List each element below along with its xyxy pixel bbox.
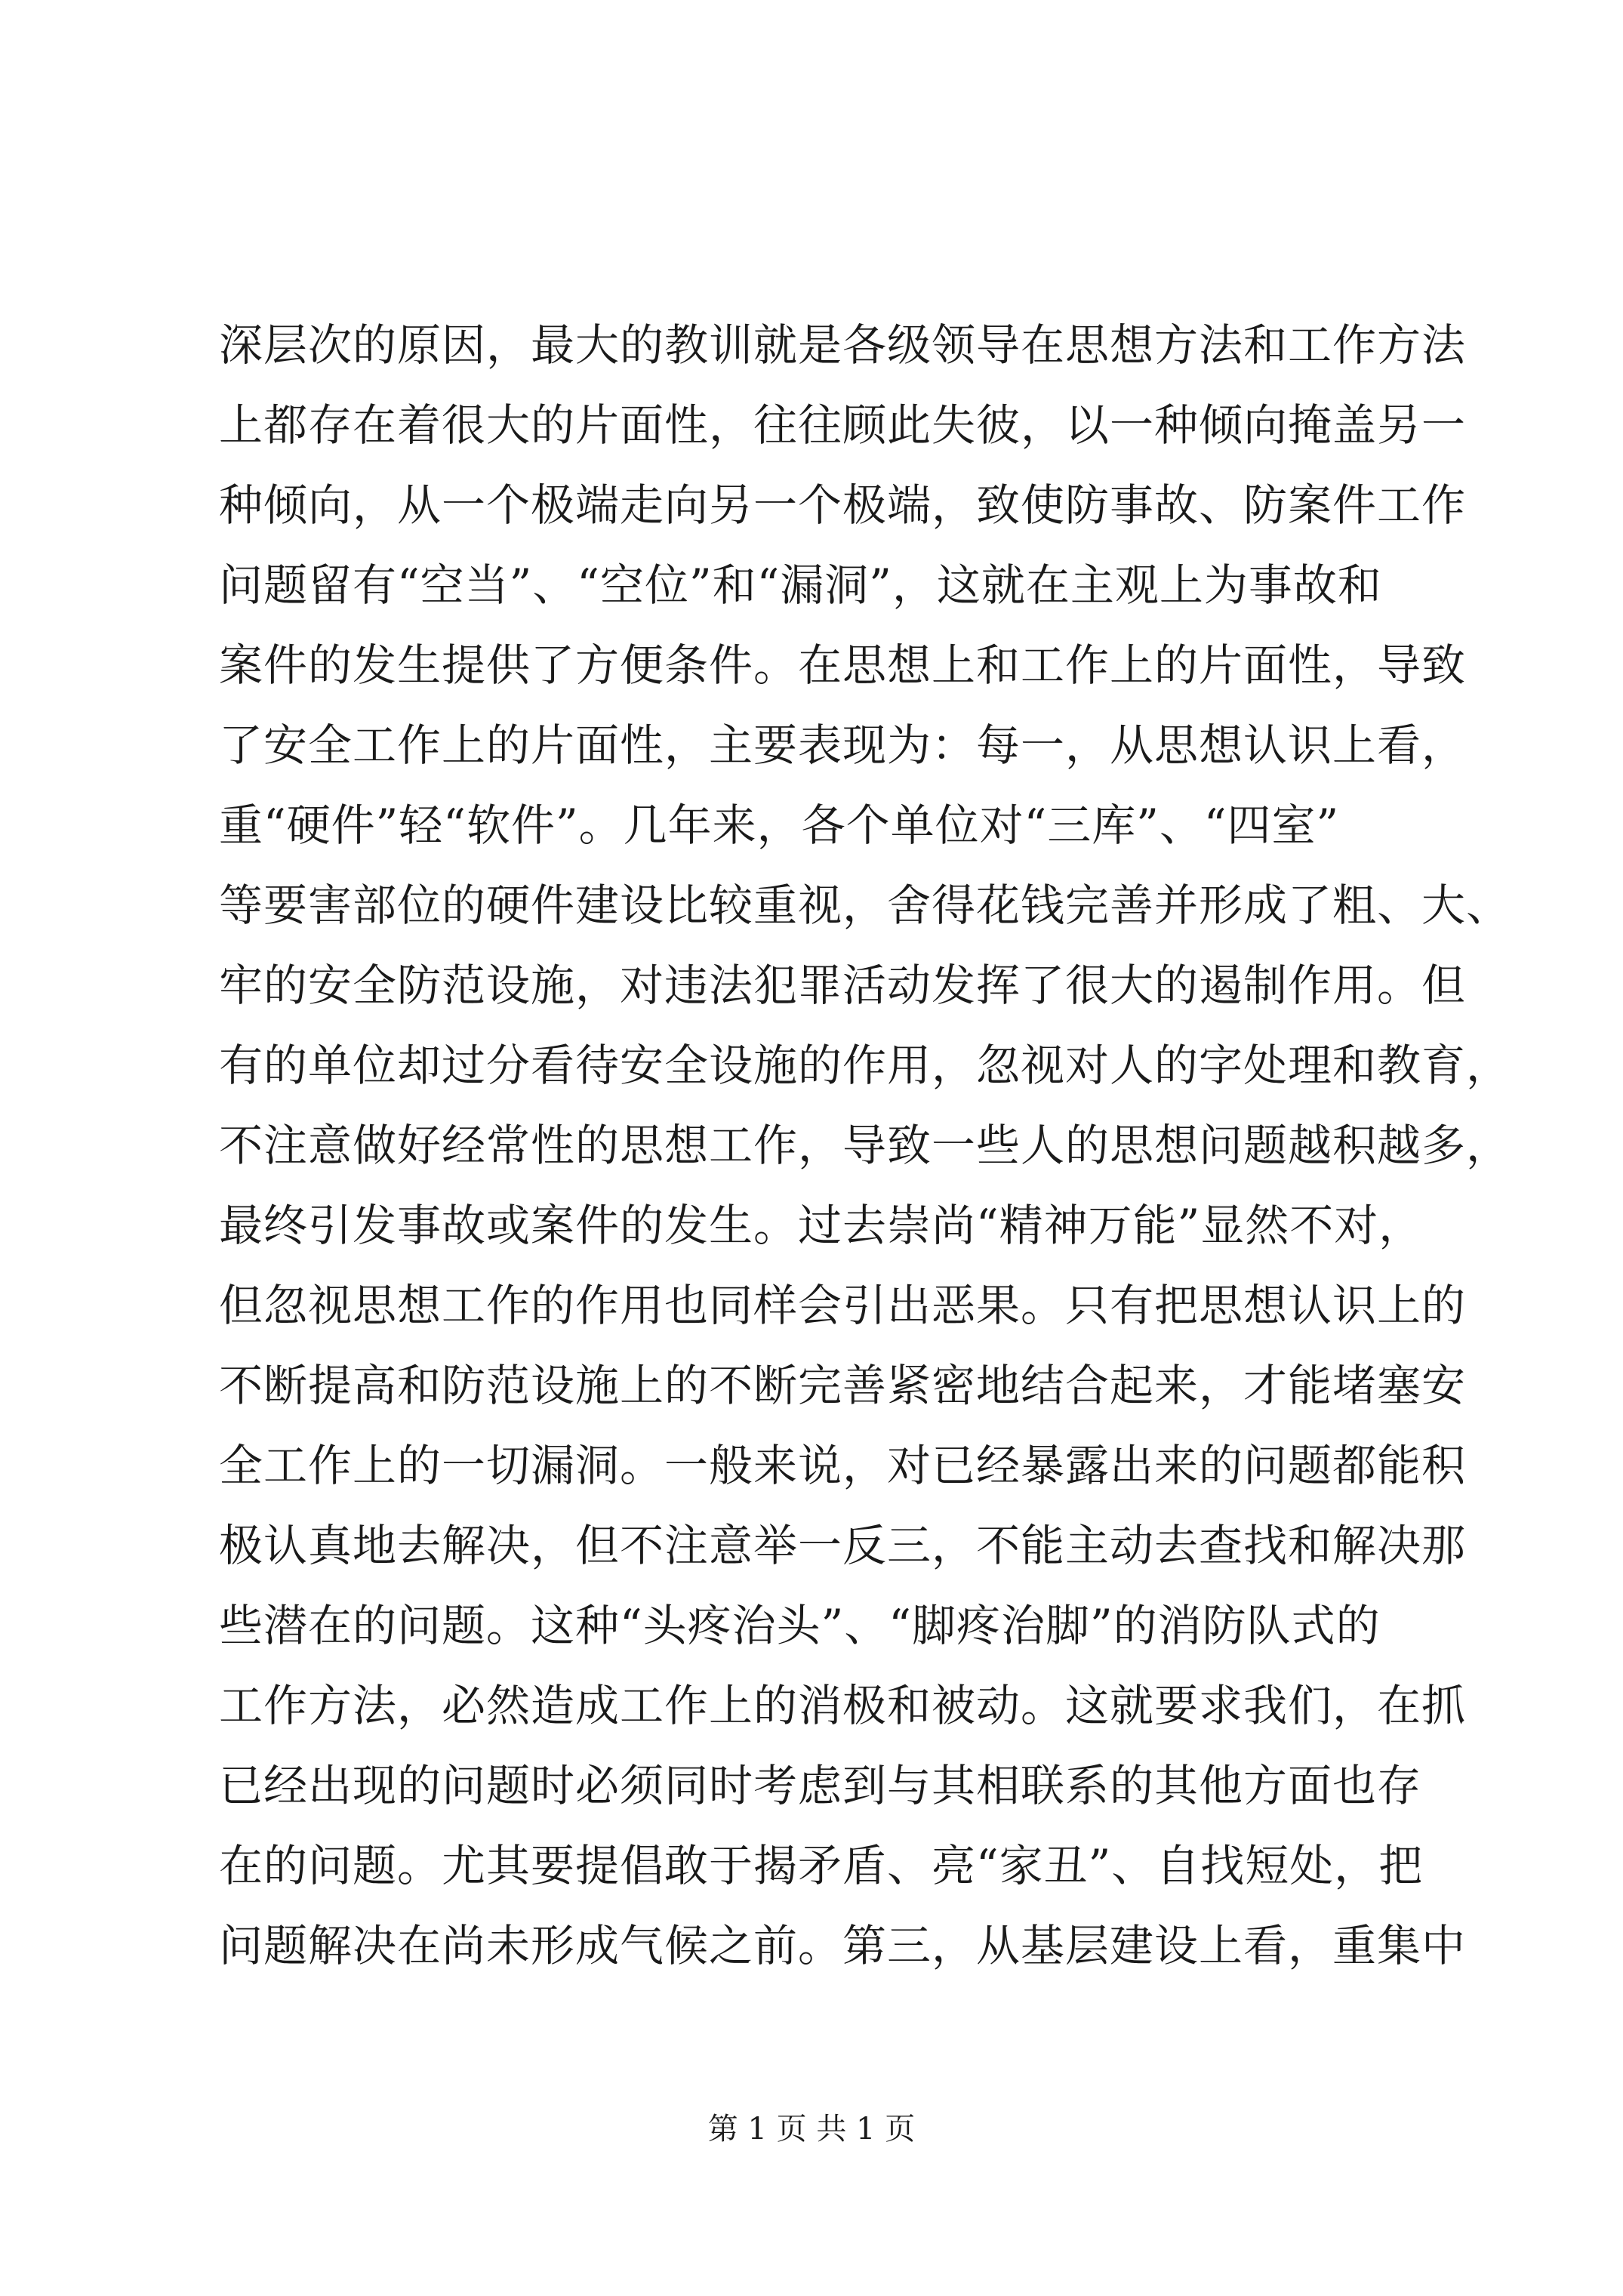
- text-line-1: 深层次的原因，最大的教训就是各级领导在思想方法和工作方法: [219, 319, 1467, 371]
- text-line-8: 等要害部位的硬件建设比较重视，舍得花钱完善并形成了粗、大、: [219, 880, 1511, 931]
- text-line-17: 些潜在的问题。这种“头疼治头”、“脚疼治脚”的消防队式的: [219, 1600, 1381, 1651]
- text-line-15: 全工作上的一切漏洞。一般来说，对已经暴露出来的问题都能积: [219, 1440, 1467, 1491]
- text-line-4: 问题留有“空当”、“空位”和“漏洞”，这就在主观上为事故和: [219, 559, 1382, 611]
- text-line-3: 种倾向，从一个极端走向另一个极端，致使防事故、防案件工作: [219, 479, 1467, 531]
- page-footer: 第 1 页 共 1 页: [707, 2112, 916, 2147]
- text-line-16: 极认真地去解决，但不注意举一反三，不能主动去查找和解决那: [219, 1520, 1467, 1571]
- text-line-12: 最终引发事故或案件的发生。过去崇尚“精神万能”显然不对，: [219, 1200, 1424, 1251]
- text-line-13: 但忽视思想工作的作用也同样会引出恶果。只有把思想认识上的: [219, 1280, 1467, 1331]
- body-text: [219, 305, 1511, 1986]
- text-line-7: 重“硬件”轻“软件”。几年来，各个单位对“三库”、“四室”: [219, 800, 1340, 851]
- text-line-21: 问题解决在尚未形成气候之前。第三，从基层建设上看，重集中: [219, 1920, 1467, 1971]
- text-line-6: 了安全工作上的片面性，主要表现为：每一，从思想认识上看，: [219, 720, 1467, 771]
- text-line-18: 工作方法，必然造成工作上的消极和被动。这就要求我们，在抓: [219, 1680, 1467, 1731]
- text-line-11: 不注意做好经常性的思想工作，导致一些人的思想问题越积越多，: [219, 1120, 1511, 1171]
- text-line-19: 已经出现的问题时必须同时考虑到与其相联系的其他方面也存: [219, 1760, 1422, 1811]
- text-line-5: 案件的发生提供了方便条件。在思想上和工作上的片面性，导致: [219, 639, 1467, 691]
- text-line-2: 上都存在着很大的片面性，往往顾此失彼，以一种倾向掩盖另一: [219, 399, 1467, 451]
- text-line-9: 牢的安全防范设施，对违法犯罪活动发挥了很大的遏制作用。但: [219, 960, 1467, 1011]
- text-line-20: 在的问题。尤其要提倡敢于揭矛盾、亮“家丑”、自找短处，把: [219, 1840, 1424, 1891]
- text-line-14: 不断提高和防范设施上的不断完善紧密地结合起来，才能堵塞安: [219, 1360, 1467, 1411]
- text-line-10: 有的单位却过分看待安全设施的作用，忽视对人的字处理和教育，: [219, 1040, 1511, 1091]
